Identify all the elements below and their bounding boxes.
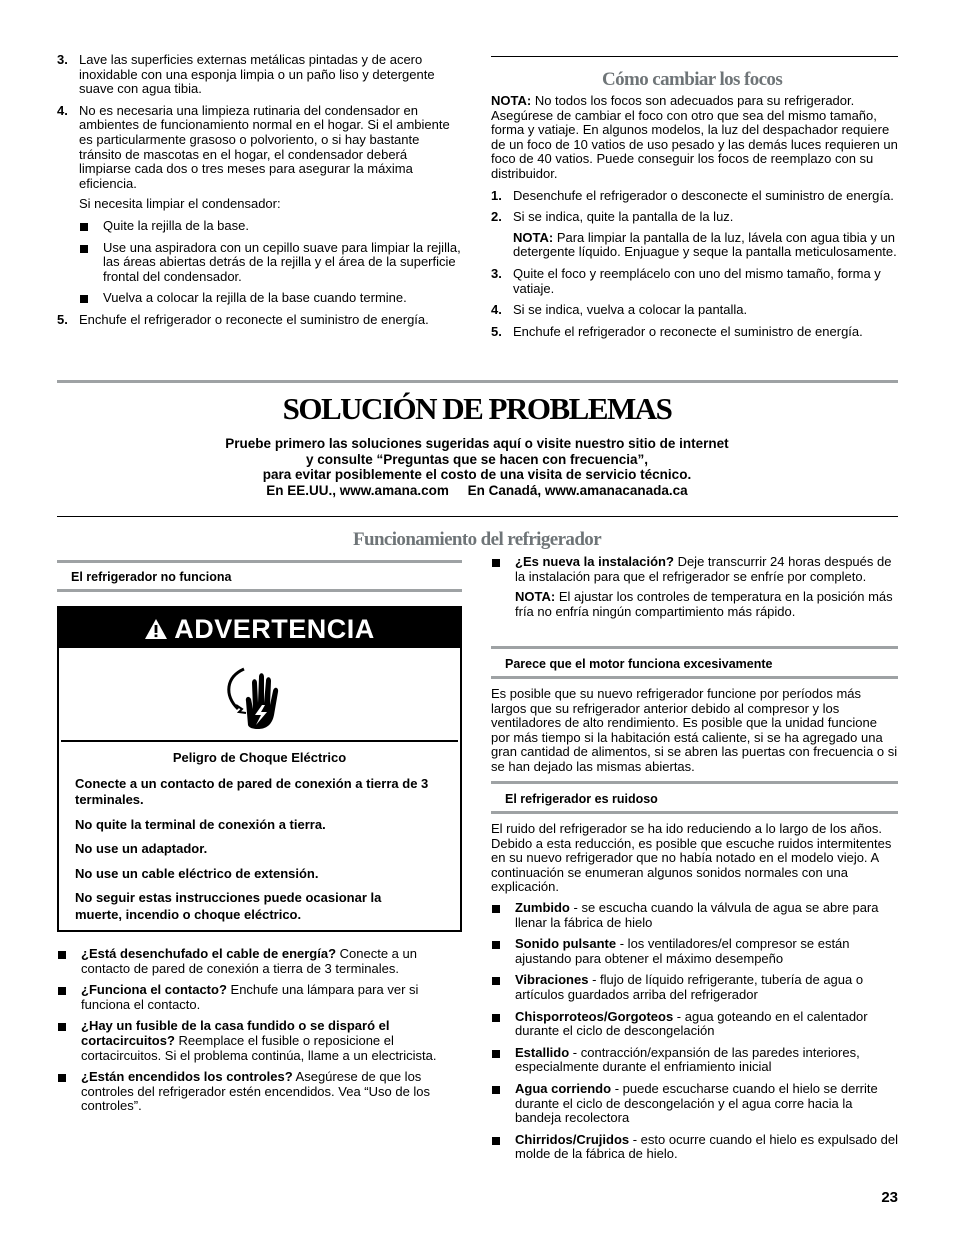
subhead-rule [491,676,898,679]
motor-text: Es posible que su nuevo refrigerador funcione por períodos más largos que su refrigerador anterior debido al compresor y los ventiladores de alto rendimiento. Es posible que la unidad funcione por más tiempo si la habitación está caliente, si se ha agregado una gran cantidad de alimentos, si se abren las puertas con frecuencia o si se han dejado las mismas abiertas. [491,686,898,774]
bulbs-note: NOTA: No todos los focos son adecuados para su refrigerador. Asegúrese de cambiar el foco con otro que sea del mismo tamaño, forma y vatiaje. En algunos modelos, la luz del despachador requiere de un foco de 10 vatios de uso pesado y las demás luces requieren un foco de 40 vatios. Puede conseguir los focos de reemplazo con su distribuidor. [491,93,898,181]
warning-line: No seguir estas instrucciones puede ocasionar la muerte, incendio o choque eléctrico. [75,890,382,922]
list-item: ¿Es nueva la instalación? Deje transcurrir 24 horas después de la instalación para que el refrigerador se enfríe por completo. NOTA: El ajustar los controles de temperatura en la posición más fría no enfría ningún compartimiento más rápido. [491,555,899,619]
list-item: Vibraciones - flujo de líquido refrigerante, tubería de agua o artículos guardados arriba del refrigerador [491,973,899,1002]
list-item: 4. Si se indica, vuelva a colocar la pantalla. [491,302,748,318]
electric-shock-icon [222,665,288,737]
warning-line: No quite la terminal de conexión a tierra. [75,816,326,832]
list-item: ¿Está desenchufado el cable de energía? Conecte a un contacto de pared de conexión a tierra de 3 terminales. [57,947,462,976]
not-working-checks [57,947,462,1121]
hazard-title: Peligro de Choque Eléctrico [172,750,347,765]
condenser-cleaning-list [57,53,462,335]
list-item: 2. Si se indica, quite la pantalla de la luz. NOTA: Para limpiar la pantalla de la luz, lávela con agua tibia y un detergente líquido. Enjuague y seque la pantalla meticulosamente. [491,210,899,260]
list-item: ¿Hay un fusible de la casa fundido o se disparó el cortacircuitos? Reemplace el fusible o reposicione el cortacircuitos. Si el problema continúa, llame a un electricista. [57,1019,462,1063]
step-note: NOTA: Para limpiar la pantalla de la luz, lávela con agua tibia y un detergente líquido. Enjuague y seque la pantalla meticulosamente. [513,229,897,260]
intro-text: Pruebe primero las soluciones sugeridas aquí o visite nuestro sitio de internet y consulte “Preguntas que se hacen con frecuencia”, para evitar posiblemente el costo de una visita de servicio técnico. En EE.UU., www.amana.com En Canadá, www.amanacanada.ca [225,436,729,498]
divider [57,516,898,517]
subhead: Parece que el motor funciona excesivamente [505,657,773,671]
divider [491,56,898,57]
list-item: Quite la rejilla de la base. [79,219,462,234]
list-item: 3. Quite el foco y reemplácelo con uno del mismo tamaño, forma y vatiaje. [491,265,881,296]
list-item: ¿Están encendidos los controles? Asegúrese de que los controles del refrigerador estén encendidos. Vea “Uso de los controles”. [57,1070,462,1114]
list-item: Sonido pulsante - los ventiladores/el compresor se están ajustando para obtener el máximo desempeño [491,937,899,966]
warning-line: Conecte a un contacto de pared de conexión a tierra de 3 terminales. [75,775,429,807]
warning-header: ADVERTENCIA [59,608,460,648]
bulbs-section [491,68,899,346]
warning-triangle-icon [144,610,168,652]
list-item: Chisporroteos/Gorgoteos - agua goteando en el calentador durante el ciclo de descongelación [491,1010,899,1039]
subsection-heading: Funcionamiento del refrigerador [352,529,602,550]
sub-intro: Si necesita limpiar el condensador: [79,196,281,212]
subhead-rule [57,589,462,592]
subhead-rule [57,560,462,563]
list-item: Chirridos/Crujidos - esto ocurre cuando el hielo es expulsado del molde de la fábrica de hielo. [491,1133,899,1162]
subhead: El refrigerador no funciona [71,570,232,584]
section-rule [57,380,898,383]
list-item: Estallido - contracción/expansión de las paredes interiores, especialmente durante el enfriamiento inicial [491,1046,899,1075]
subhead: El refrigerador es ruidoso [505,792,658,806]
subhead-rule [491,811,898,814]
page-number: 23 [881,1189,898,1206]
install-note: NOTA: El ajustar los controles de temperatura en la posición más fría no enfría ningún compartimiento más rápido. [515,589,893,619]
warning-box [57,606,462,932]
list-item: Agua corriendo - puede escucharse cuando el hielo se derrite durante el ciclo de descongelación y el agua corre hacia la bandeja recolectora [491,1082,899,1126]
list-item: 5. Enchufe el refrigerador o reconecte el suministro de energía. [491,323,863,339]
subhead-rule [491,646,898,649]
warning-line: No use un cable eléctrico de extensión. [75,865,319,881]
list-item: 5. Enchufe el refrigerador o reconecte el suministro de energía. [57,311,429,327]
page-title: SOLUCIÓN DE PROBLEMAS [282,391,672,426]
noisy-section [491,822,899,1169]
new-install-check [491,555,899,626]
list-item: Zumbido - se escucha cuando la válvula de agua se abre para llenar la fábrica de hielo [491,901,899,930]
list-item: Use una aspiradora con un cepillo suave para limpiar la rejilla, las áreas abiertas detrás de la rejilla y el área de la superficie frontal del condensador. [79,241,462,285]
list-item: ¿Funciona el contacto? Enchufe una lámpara para ver si funciona el contacto. [57,983,462,1012]
list-item: Vuelva a colocar la rejilla de la base cuando termine. [79,291,462,306]
list-item: 3. Lave las superficies externas metálicas pintadas y de acero inoxidable con una esponja limpia o un paño liso y detergente suave con agua tibia. [57,52,435,97]
list-item: 1. Desenchufe el refrigerador o desconecte el suministro de energía. [491,187,894,203]
subhead-rule [491,781,898,784]
list-item: 4. No es necesaria una limpieza rutinaria del condensador en ambientes de funcionamiento normal en el hogar. Si el ambiente es particularmente grasoso o polvoriento, o si hay bastante tránsito de mascotas en el hogar, el condensador deberá limpiarse cada dos o tres meses para asegurar la máxima eficiencia. Si necesita limpiar el condensador: Quite la rejilla de la base. Use una aspiradora con un cepillo suave para limpiar la rejilla, las áreas abiertas detrás de la rejilla y el área de la superficie frontal del condensador. Vuelva a colocar la rejilla de la base cuando termine. [57,102,461,306]
warning-line: No use un adaptador. [75,841,208,856]
noisy-text: El ruido del refrigerador se ha ido reduciendo a lo largo de los años. Debido a esta reducción, es posible que escuche ruidos intermitentes en su nuevo refrigerador que no había notado en el modelo viejo. A continuación se enumeran algunos sonidos normales con una explicación. [491,821,892,895]
bulbs-heading: Cómo cambiar los focos [602,69,783,90]
